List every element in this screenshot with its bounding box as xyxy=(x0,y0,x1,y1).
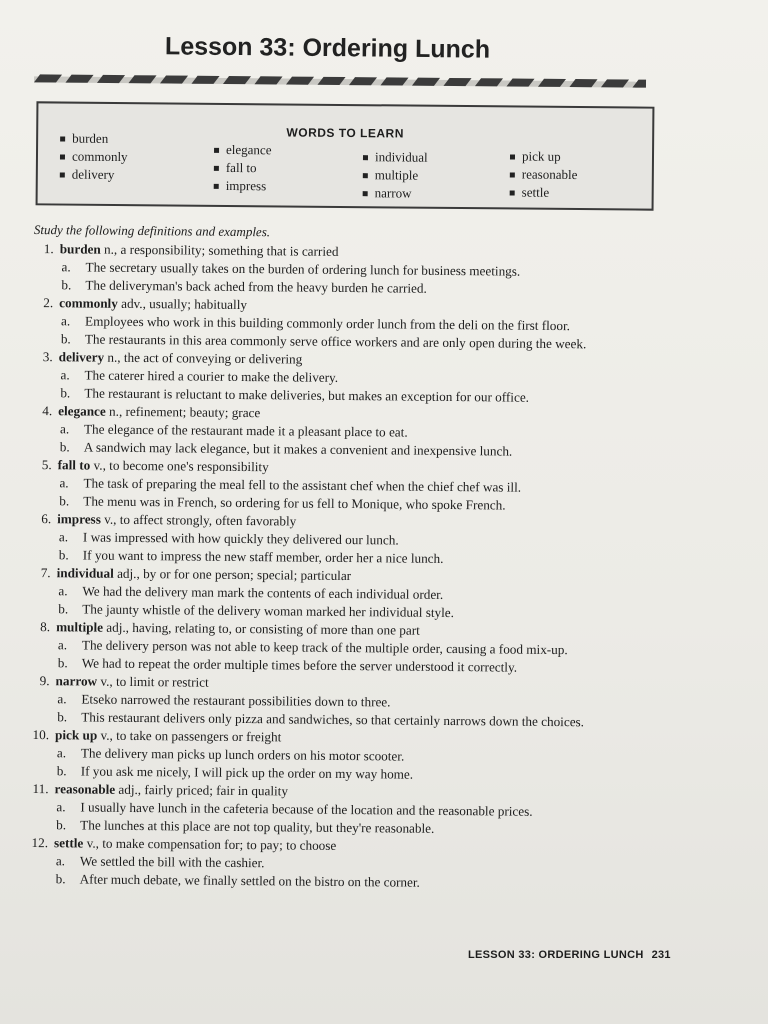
part-of-speech: adv. xyxy=(121,295,143,312)
example-text: The restaurants in this area commonly serve office workers and are only open during the week. xyxy=(84,331,587,352)
definition-text: to make compensation for; to pay; to choose xyxy=(102,835,337,853)
example-label: a. xyxy=(59,475,69,491)
example-label: b. xyxy=(56,817,67,833)
example-label: b. xyxy=(61,277,72,293)
example-text: This restaurant delivers only pizza and sandwiches, so that certainly narrows down the choices. xyxy=(81,709,585,730)
definition-entry xyxy=(29,726,669,786)
example-label: b. xyxy=(57,655,68,671)
word-column-2 xyxy=(214,141,272,195)
words-to-learn-heading: WORDS TO LEARN xyxy=(286,125,404,141)
headword: elegance xyxy=(58,403,106,419)
definition-line: 7. individual adj., by or for one person; special; particular xyxy=(31,564,671,588)
example-text: A sandwich may lack elegance, but it makes a convenient and inexpensive lunch. xyxy=(83,439,513,459)
definition-entry xyxy=(29,672,669,732)
example-text: If you ask me nicely, I will pick up the order on my way home. xyxy=(80,763,414,782)
definition-text: refinement; beauty; grace xyxy=(125,403,261,421)
word-item: pick up xyxy=(510,147,578,166)
definition-text: to take on passengers or freight xyxy=(116,727,282,745)
part-of-speech: n. xyxy=(109,403,120,419)
part-of-speech: adj. xyxy=(117,565,137,582)
example-label: b. xyxy=(56,763,67,779)
definition-entry xyxy=(32,348,672,408)
headword: reasonable xyxy=(54,781,116,797)
example-label: b. xyxy=(59,493,70,509)
definition-text: to become one's responsibility xyxy=(109,457,269,475)
definition-entry xyxy=(33,294,673,354)
definition-line: 2. commonly adv., usually; habitually xyxy=(33,294,673,318)
definition-line: 12. settle v., to make compensation for; to pay; to choose xyxy=(28,834,668,858)
headword: commonly xyxy=(59,295,118,311)
word-item: settle xyxy=(510,183,578,202)
word-item: individual xyxy=(363,148,428,167)
example-text: We had to repeat the order multiple times before the server understood it correctly. xyxy=(81,655,518,675)
entry-number: 7. xyxy=(40,565,51,581)
example-text: We settled the bill with the cashier. xyxy=(79,853,265,871)
part-of-speech: v. xyxy=(104,511,114,527)
headword: settle xyxy=(53,835,84,851)
definition-line: 6. impress v., to affect strongly, often favorably xyxy=(31,510,671,534)
definition-text: a responsibility; something that is carried xyxy=(120,241,339,259)
example-text: I was impressed with how quickly they delivered our lunch. xyxy=(82,529,399,548)
words-to-learn-box xyxy=(36,101,655,210)
definition-text: to affect strongly, often favorably xyxy=(119,511,297,529)
definition-entry xyxy=(33,240,673,300)
definition-entry xyxy=(31,456,671,516)
entry-number: 9. xyxy=(39,673,50,689)
definition-line: 11. reasonable adj., fairly priced; fair in quality xyxy=(28,780,668,804)
example-text: Employees who work in this building commonly order lunch from the deli on the first floor. xyxy=(84,313,571,334)
definition-entry xyxy=(28,834,668,894)
definition-line: 10. pick up v., to take on passengers or freight xyxy=(29,726,669,750)
example-label: a. xyxy=(60,367,70,383)
word-item: reasonable xyxy=(510,165,578,184)
part-of-speech: v. xyxy=(93,457,103,473)
example-label: b. xyxy=(58,547,69,563)
definition-line: 1. burden n., a responsibility; something that is carried xyxy=(34,240,674,264)
example-text: The task of preparing the meal fell to the assistant chef when the chief chef was ill. xyxy=(83,475,522,495)
definition-list xyxy=(28,240,674,894)
definition-line: 4. elegance n., refinement; beauty; grace xyxy=(32,402,672,426)
headword: fall to xyxy=(57,457,91,473)
example-label: a. xyxy=(58,529,69,545)
definition-line: 5. fall to v., to become one's responsibility xyxy=(32,456,672,480)
example-label: a. xyxy=(57,691,67,707)
definition-entry xyxy=(31,510,671,570)
headword: delivery xyxy=(58,349,105,365)
definition-line: 3. delivery n., the act of conveying or delivering xyxy=(33,348,673,372)
word-column-3 xyxy=(363,148,428,203)
example-text: I usually have lunch in the cafeteria because of the location and the reasonable prices. xyxy=(80,799,533,819)
definition-entry xyxy=(32,402,672,462)
example-text: The delivery person was not able to keep track of the multiple order, causing a food mix-up. xyxy=(81,637,568,658)
part-of-speech: v. xyxy=(86,835,96,851)
entry-number: 5. xyxy=(41,457,52,473)
example-text: The delivery man picks up lunch orders on his motor scooter. xyxy=(80,745,405,764)
part-of-speech: adj. xyxy=(118,781,138,798)
running-head: LESSON 33: ORDERING LUNCH xyxy=(468,949,644,961)
definition-entry xyxy=(30,564,670,624)
entry-number: 8. xyxy=(40,619,51,635)
example-text: The menu was in French, so ordering for us fell to Monique, who spoke French. xyxy=(83,493,506,513)
part-of-speech: n. xyxy=(104,241,115,257)
part-of-speech: adj. xyxy=(106,619,126,635)
page-footer xyxy=(468,949,671,961)
example-label: b. xyxy=(60,385,71,401)
page-number: 231 xyxy=(651,949,671,961)
example-label: a. xyxy=(61,259,71,275)
example-label: a. xyxy=(58,583,68,599)
part-of-speech: v. xyxy=(100,727,110,743)
decorative-dash-rule xyxy=(34,71,646,92)
example-label: a. xyxy=(56,799,66,815)
example-text: The elegance of the restaurant made it a pleasant place to eat. xyxy=(83,421,408,440)
definition-text: by or for one person; special; particular xyxy=(143,566,352,584)
part-of-speech: v. xyxy=(100,673,110,689)
word-column-1 xyxy=(60,130,128,185)
example-text: The caterer hired a courier to make the delivery. xyxy=(84,367,339,385)
example-text: If you want to impress the new staff member, order her a nice lunch. xyxy=(82,547,444,566)
definition-text: fairly priced; fair in quality xyxy=(144,782,289,799)
headword: narrow xyxy=(55,673,98,689)
entry-number: 10. xyxy=(32,727,50,743)
entry-number: 6. xyxy=(41,511,52,527)
example-text: We had the delivery man mark the contents of each individual order. xyxy=(82,583,444,602)
example-text: Etseko narrowed the restaurant possibilities down to three. xyxy=(81,691,391,710)
example-label: a. xyxy=(55,853,66,869)
headword: burden xyxy=(59,241,101,257)
definition-text: to limit or restrict xyxy=(115,673,209,690)
entry-number: 11. xyxy=(32,781,49,797)
definition-entry xyxy=(30,618,670,678)
word-column-4 xyxy=(510,147,578,202)
example-text: After much debate, we finally settled on the bistro on the corner. xyxy=(79,871,420,890)
word-item: commonly xyxy=(60,148,128,167)
entry-number: 1. xyxy=(43,241,54,257)
definition-line: 9. narrow v., to limit or restrict xyxy=(30,672,670,696)
example-label: b. xyxy=(58,601,69,617)
definition-line: 8. multiple adj., having, relating to, or consisting of more than one part xyxy=(30,618,670,642)
example-label: b. xyxy=(60,331,71,347)
example-label: a. xyxy=(60,313,71,329)
entry-number: 2. xyxy=(43,295,54,311)
word-item: narrow xyxy=(363,184,428,203)
example-label: b. xyxy=(55,871,66,887)
example-text: The deliveryman's back ached from the heavy burden he carried. xyxy=(85,277,427,296)
example-label: a. xyxy=(57,637,68,653)
definitions-section xyxy=(28,222,674,894)
definition-text: usually; habitually xyxy=(149,296,248,313)
lesson-title: Lesson 33: Ordering Lunch xyxy=(164,32,491,64)
example-label: a. xyxy=(56,745,67,761)
entry-number: 3. xyxy=(42,349,53,365)
word-item: fall to xyxy=(214,159,272,178)
example-text: The secretary usually takes on the burden of ordering lunch for business meetings. xyxy=(85,259,521,279)
word-item: impress xyxy=(214,177,272,196)
example-text: The jaunty whistle of the delivery woman marked her individual style. xyxy=(82,601,455,621)
headword: pick up xyxy=(55,727,98,743)
headword: impress xyxy=(57,511,101,527)
headword: individual xyxy=(56,565,114,581)
definition-text: having, relating to, or consisting of more than one part xyxy=(132,619,420,638)
word-item: elegance xyxy=(214,141,272,160)
headword: multiple xyxy=(56,619,104,635)
example-label: a. xyxy=(59,421,70,437)
example-label: b. xyxy=(57,709,68,725)
word-item: burden xyxy=(60,130,128,149)
instructions: Study the following definitions and examples. xyxy=(33,222,271,240)
definition-entry xyxy=(28,780,668,840)
entry-number: 12. xyxy=(31,835,49,851)
example-text: The restaurant is reluctant to make deliveries, but makes an exception for our office. xyxy=(84,385,530,405)
definition-text: the act of conveying or delivering xyxy=(123,349,303,367)
part-of-speech: n. xyxy=(107,349,118,365)
entry-number: 4. xyxy=(42,403,53,419)
word-item: multiple xyxy=(363,166,428,185)
example-label: b. xyxy=(59,439,70,455)
example-text: The lunches at this place are not top quality, but they're reasonable. xyxy=(80,817,435,836)
word-item: delivery xyxy=(60,166,128,185)
